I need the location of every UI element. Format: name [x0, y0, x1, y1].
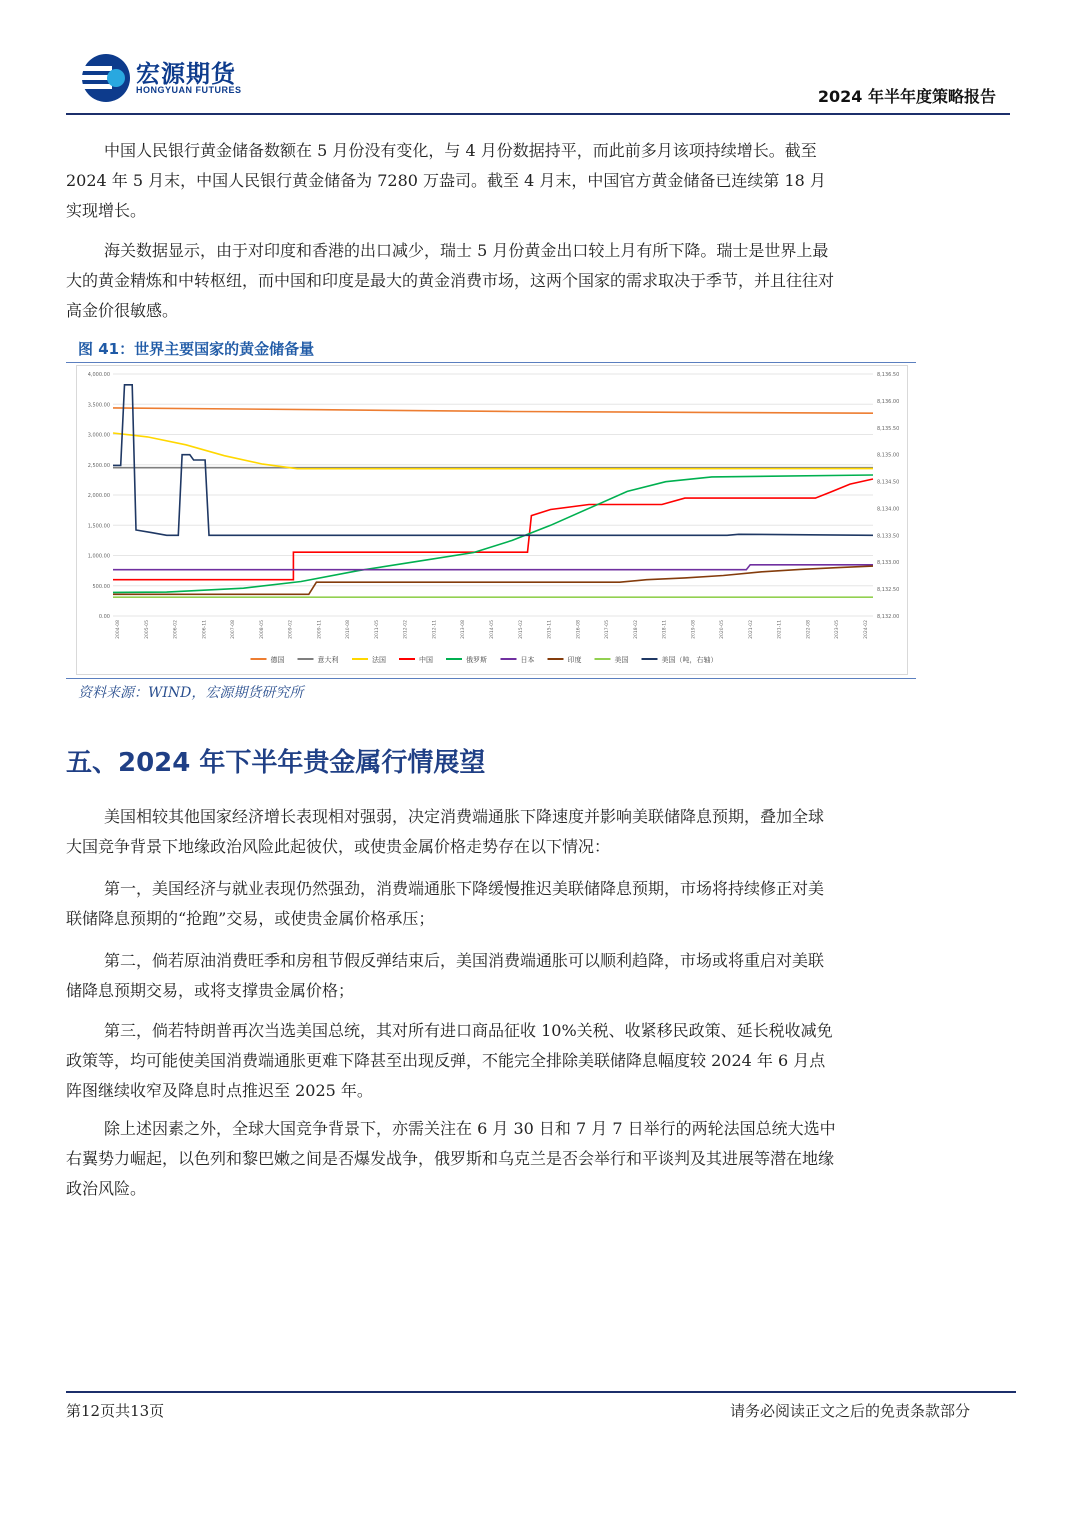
legend-label: 德国: [270, 656, 285, 664]
legend-label: 意大利: [317, 656, 339, 664]
right-tick-label: 8,136.00: [877, 398, 900, 405]
left-tick-label: 1,000.00: [87, 553, 110, 560]
paragraph-scenario-2: 第二，倘若原油消费旺季和房租节假反弹结束后，美国消费端通胀可以顺利趋降，市场或将重启对美联储降息预期交易，或将支撑贵金属价格；: [66, 951, 825, 1000]
logo-text-en: HONGYUAN FUTURES: [136, 85, 242, 95]
x-tick-label: 2024-02: [864, 620, 869, 639]
left-tick-label: 4,000.00: [87, 372, 110, 378]
paragraph-scenario-1: 第一，美国经济与就业表现仍然强劲，消费端通胀下降缓慢推迟美联储降息预期，市场将持续修正对美联储降息预期的“抢跑”交易，或使贵金属价格承压；: [66, 879, 825, 928]
legend-label: 法国: [372, 656, 386, 664]
logo-text-cn: 宏源期货: [136, 60, 236, 88]
x-tick-label: 2021-02: [748, 620, 754, 639]
paragraph-customs-data: 海关数据显示，由于对印度和香港的出口减少，瑞士 5 月份黄金出口较上月有所下降。瑞士是世界上最大的黄金精炼和中转枢纽，而中国和印度是最大的黄金消费市场，这两个国家的需求取决于季节，并且往往对高金价很敏感。: [66, 241, 835, 320]
right-tick-label: 8,136.50: [877, 372, 900, 378]
x-tick-label: 2005-05: [144, 620, 150, 639]
x-tick-label: 2019-08: [691, 620, 697, 639]
legend-label: 美国: [614, 656, 629, 664]
header-divider: [66, 113, 1010, 115]
chart-svg: [77, 366, 907, 674]
series-line: [113, 433, 873, 469]
x-tick-label: 2017-05: [605, 620, 611, 639]
x-tick-label: 2022-08: [806, 620, 812, 639]
left-tick-label: 1,500.00: [87, 523, 110, 530]
x-tick-label: 2008-05: [259, 620, 265, 639]
x-tick-label: 2006-02: [173, 620, 179, 639]
report-title: 2024 年半年度策略报告: [817, 87, 996, 106]
paragraph-geopolitics: 除上述因素之外，全球大国竞争背景下，亦需关注在 6 月 30 日和 7 月 7 日举行的两轮法国总统大选中右翼势力崛起，以色列和黎巴嫩之间是否爆发战争，俄罗斯和乌克兰是否会举行和平谈判及其进展等潜在地缘政治风险。: [66, 1119, 836, 1198]
left-tick-label: 2,000.00: [87, 493, 110, 499]
figure-top-rule: [66, 362, 916, 363]
x-tick-label: 2006-11: [202, 620, 208, 639]
x-tick-label: 2012-11: [432, 620, 438, 639]
figure-source: 资料来源：WIND，宏源期货研究所: [78, 685, 304, 701]
x-tick-label: 2014-05: [490, 620, 495, 639]
x-tick-label: 2009-11: [317, 620, 323, 639]
x-tick-label: 2004-08: [116, 620, 121, 639]
gold-reserves-chart: [76, 365, 908, 675]
x-tick-label: 2018-02: [633, 620, 639, 639]
x-tick-label: 2015-11: [547, 620, 553, 639]
x-tick-label: 2015-02: [518, 620, 524, 639]
section-title: 五、2024 年下半年贵金属行情展望: [66, 748, 486, 778]
company-logo: [80, 52, 250, 104]
x-tick-label: 2023-05: [835, 620, 841, 639]
page-header: [0, 0, 1080, 116]
paragraph-outlook-intro: 美国相较其他国家经济增长表现相对强弱，决定消费端通胀下降速度并影响美联储降息预期，叠加全球大国竞争背景下地缘政治风险此起彼伏，或使贵金属价格走势存在以下情况：: [66, 807, 825, 856]
right-tick-label: 8,132.00: [877, 614, 900, 620]
legend-label: 中国: [419, 656, 433, 664]
left-tick-label: 3,000.00: [87, 432, 110, 439]
hongyuan-logo-icon: [80, 52, 132, 104]
left-tick-label: 2,500.00: [87, 462, 110, 469]
legend-label: 美国（吨，右轴）: [661, 656, 718, 664]
legend-label: 印度: [567, 656, 582, 664]
left-tick-label: 500.00: [92, 583, 110, 590]
x-tick-label: 2018-11: [662, 620, 668, 639]
page-number: 第12页共13页: [66, 1402, 165, 1420]
series-line: [113, 408, 873, 413]
footer-divider: [66, 1391, 1016, 1393]
x-tick-label: 2010-08: [346, 620, 352, 639]
x-tick-label: 2009-02: [288, 620, 294, 639]
right-tick-label: 8,133.00: [877, 560, 900, 567]
right-tick-label: 8,134.50: [877, 479, 900, 486]
series-line: [113, 385, 873, 536]
figure-title: 图 41：世界主要国家的黄金储备量: [78, 340, 315, 358]
disclaimer-notice: 请务必阅读正文之后的免责条款部分: [729, 1402, 970, 1420]
figure-bottom-rule: [66, 678, 916, 679]
x-tick-label: 2020-05: [720, 620, 726, 639]
legend-label: 俄罗斯: [466, 656, 487, 664]
x-tick-label: 2021-11: [777, 620, 783, 639]
right-tick-label: 8,133.50: [877, 533, 900, 540]
right-tick-label: 8,132.50: [877, 587, 900, 594]
legend-label: 日本: [520, 656, 535, 664]
x-tick-label: 2016-08: [576, 620, 582, 639]
right-tick-label: 8,134.00: [877, 506, 900, 513]
x-tick-label: 2012-02: [403, 620, 409, 639]
right-tick-label: 8,135.50: [877, 425, 900, 432]
series-line: [113, 565, 873, 570]
x-tick-label: 2007-08: [231, 620, 237, 639]
paragraph-scenario-3: 第三，倘若特朗普再次当选美国总统，其对所有进口商品征收 10%关税、收紧移民政策、延长税收减免政策等，均可能使美国消费端通胀更难下降甚至出现反弹，不能完全排除美联储降息幅度较 2024 年 6 月点阵图继续收窄及降息时点推迟至 2025 年。: [66, 1021, 833, 1100]
right-tick-label: 8,135.00: [877, 452, 900, 459]
x-tick-label: 2013-08: [461, 620, 467, 639]
left-tick-label: 3,500.00: [87, 402, 110, 409]
paragraph-pboc-reserves: 中国人民银行黄金储备数额在 5 月份没有变化，与 4 月份数据持平，而此前多月该项持续增长。截至 2024 年 5 月末，中国人民银行黄金储备为 7280 万盎司。截至 4 月末，中国官方黄金储备已连续第 18 月实现增长。: [66, 141, 826, 220]
x-tick-label: 2011-05: [374, 620, 380, 639]
left-tick-label: 0.00: [98, 614, 110, 620]
